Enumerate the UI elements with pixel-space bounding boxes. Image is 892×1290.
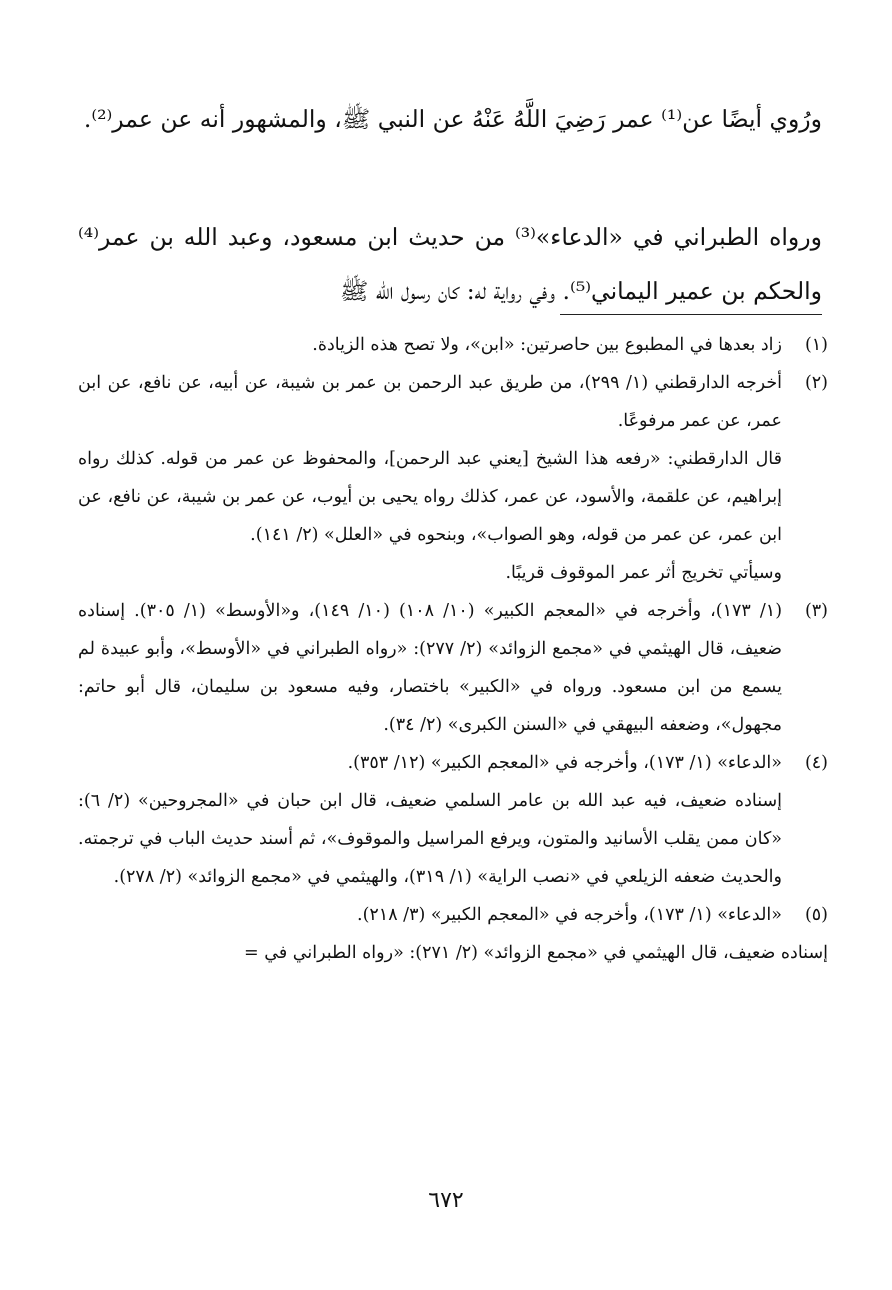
footnote-number: (٤) [804, 753, 828, 773]
footnote-text: إسناده ضعيف، فيه عبد الله بن عامر السلمي ضعيف، قال ابن حبان في «المجروحين» (٢/ ٦): «كان ممن يقلب الأسانيد والمتون، ويرفع المراسيل والموقوف»، ثم أسند حديث الباب في ترجمته. والحديث ضعفه الزيلعي في «نصب الراية» (١/ ٣١٩)، والهيثمي في «مجمع الزوائد» (٢/ ٢٧٨). [78, 791, 782, 887]
main-paragraph-2: ورواه الطبراني في «الدعاء»⁽³⁾ من حديث ابن مسعود، وعبد الله بن عمر⁽⁴⁾ والحكم بن عمير اليماني⁽⁵⁾. وفي رواية له: كان رسول الله ﷺ [78, 222, 822, 305]
page-number: ٦٧٢ [428, 1188, 464, 1213]
footnote-2 [78, 364, 828, 592]
footnote-text: قال الدارقطني: «رفعه هذا الشيخ [يعني عبد الرحمن]، والمحفوظ عن عمر من قوله. كذلك رواه إبراهيم، عن علقمة، والأسود، عن عمر، كذلك رواه يحيى بن أيوب، عن عمر بن شيبة، عن نافع، عن ابن عمر، عن عمر من قوله، وهو الصواب»، وبنحوه في «العلل» (٢/ ١٤١). [78, 449, 782, 545]
footnote-3 [78, 592, 828, 744]
footnote-number: (٢) [804, 373, 828, 393]
main-paragraph-1: ورُوي أيضًا عن⁽¹⁾ عمر رَضِيَ اللَّهُ عَنْهُ عن النبي ﷺ، والمشهور أنه عن عمر⁽²⁾. [83, 104, 822, 133]
footnote-text: إسناده ضعيف، قال الهيثمي في «مجمع الزوائد» (٢/ ٢٧١): «رواه الطبراني في = [244, 943, 828, 963]
footnote-1 [78, 326, 828, 364]
footnote-separator [560, 314, 822, 315]
footnote-4 [78, 744, 828, 896]
footnote-text: أخرجه الدارقطني (١/ ٢٩٩)، من طريق عبد الرحمن بن عمر بن شيبة، عن أبيه، عن نافع، عن ابن عمر، عن عمر مرفوعًا. [78, 373, 782, 431]
footnote-text: (١/ ١٧٣)، وأخرجه في «المعجم الكبير» (١٠/ ١٠٨) (١٠/ ١٤٩)، و«الأوسط» (١/ ٣٠٥). إسناده ضعيف، قال الهيثمي في «مجمع الزوائد» (٢/ ٢٧٧): «رواه الطبراني في «الأوسط»، وأبو عبيدة لم يسمع من ابن مسعود. ورواه في «الكبير» باختصار، وفيه مسعود بن سليمان، قال أبو حاتم: مجهول»، وضعفه البيهقي في «السنن الكبرى» (٢/ ٣٤). [78, 601, 783, 735]
footnote-text: «الدعاء» (١/ ١٧٣)، وأخرجه في «المعجم الكبير» (١٢/ ٣٥٣). [347, 753, 782, 773]
footnotes [78, 326, 828, 972]
footnote-number: (١) [804, 335, 828, 355]
footnote-text: «الدعاء» (١/ ١٧٣)، وأخرجه في «المعجم الكبير» (٣/ ٢١٨). [357, 905, 782, 925]
footnote-text: وسيأتي تخريج أثر عمر الموقوف قريبًا. [505, 563, 782, 583]
footnote-number: (٣) [804, 601, 828, 621]
footnote-5 [78, 896, 828, 972]
footnote-number: (٥) [804, 905, 828, 925]
footnote-text: زاد بعدها في المطبوع بين حاصرتين: «ابن»، ولا تصح هذه الزيادة. [312, 335, 782, 355]
